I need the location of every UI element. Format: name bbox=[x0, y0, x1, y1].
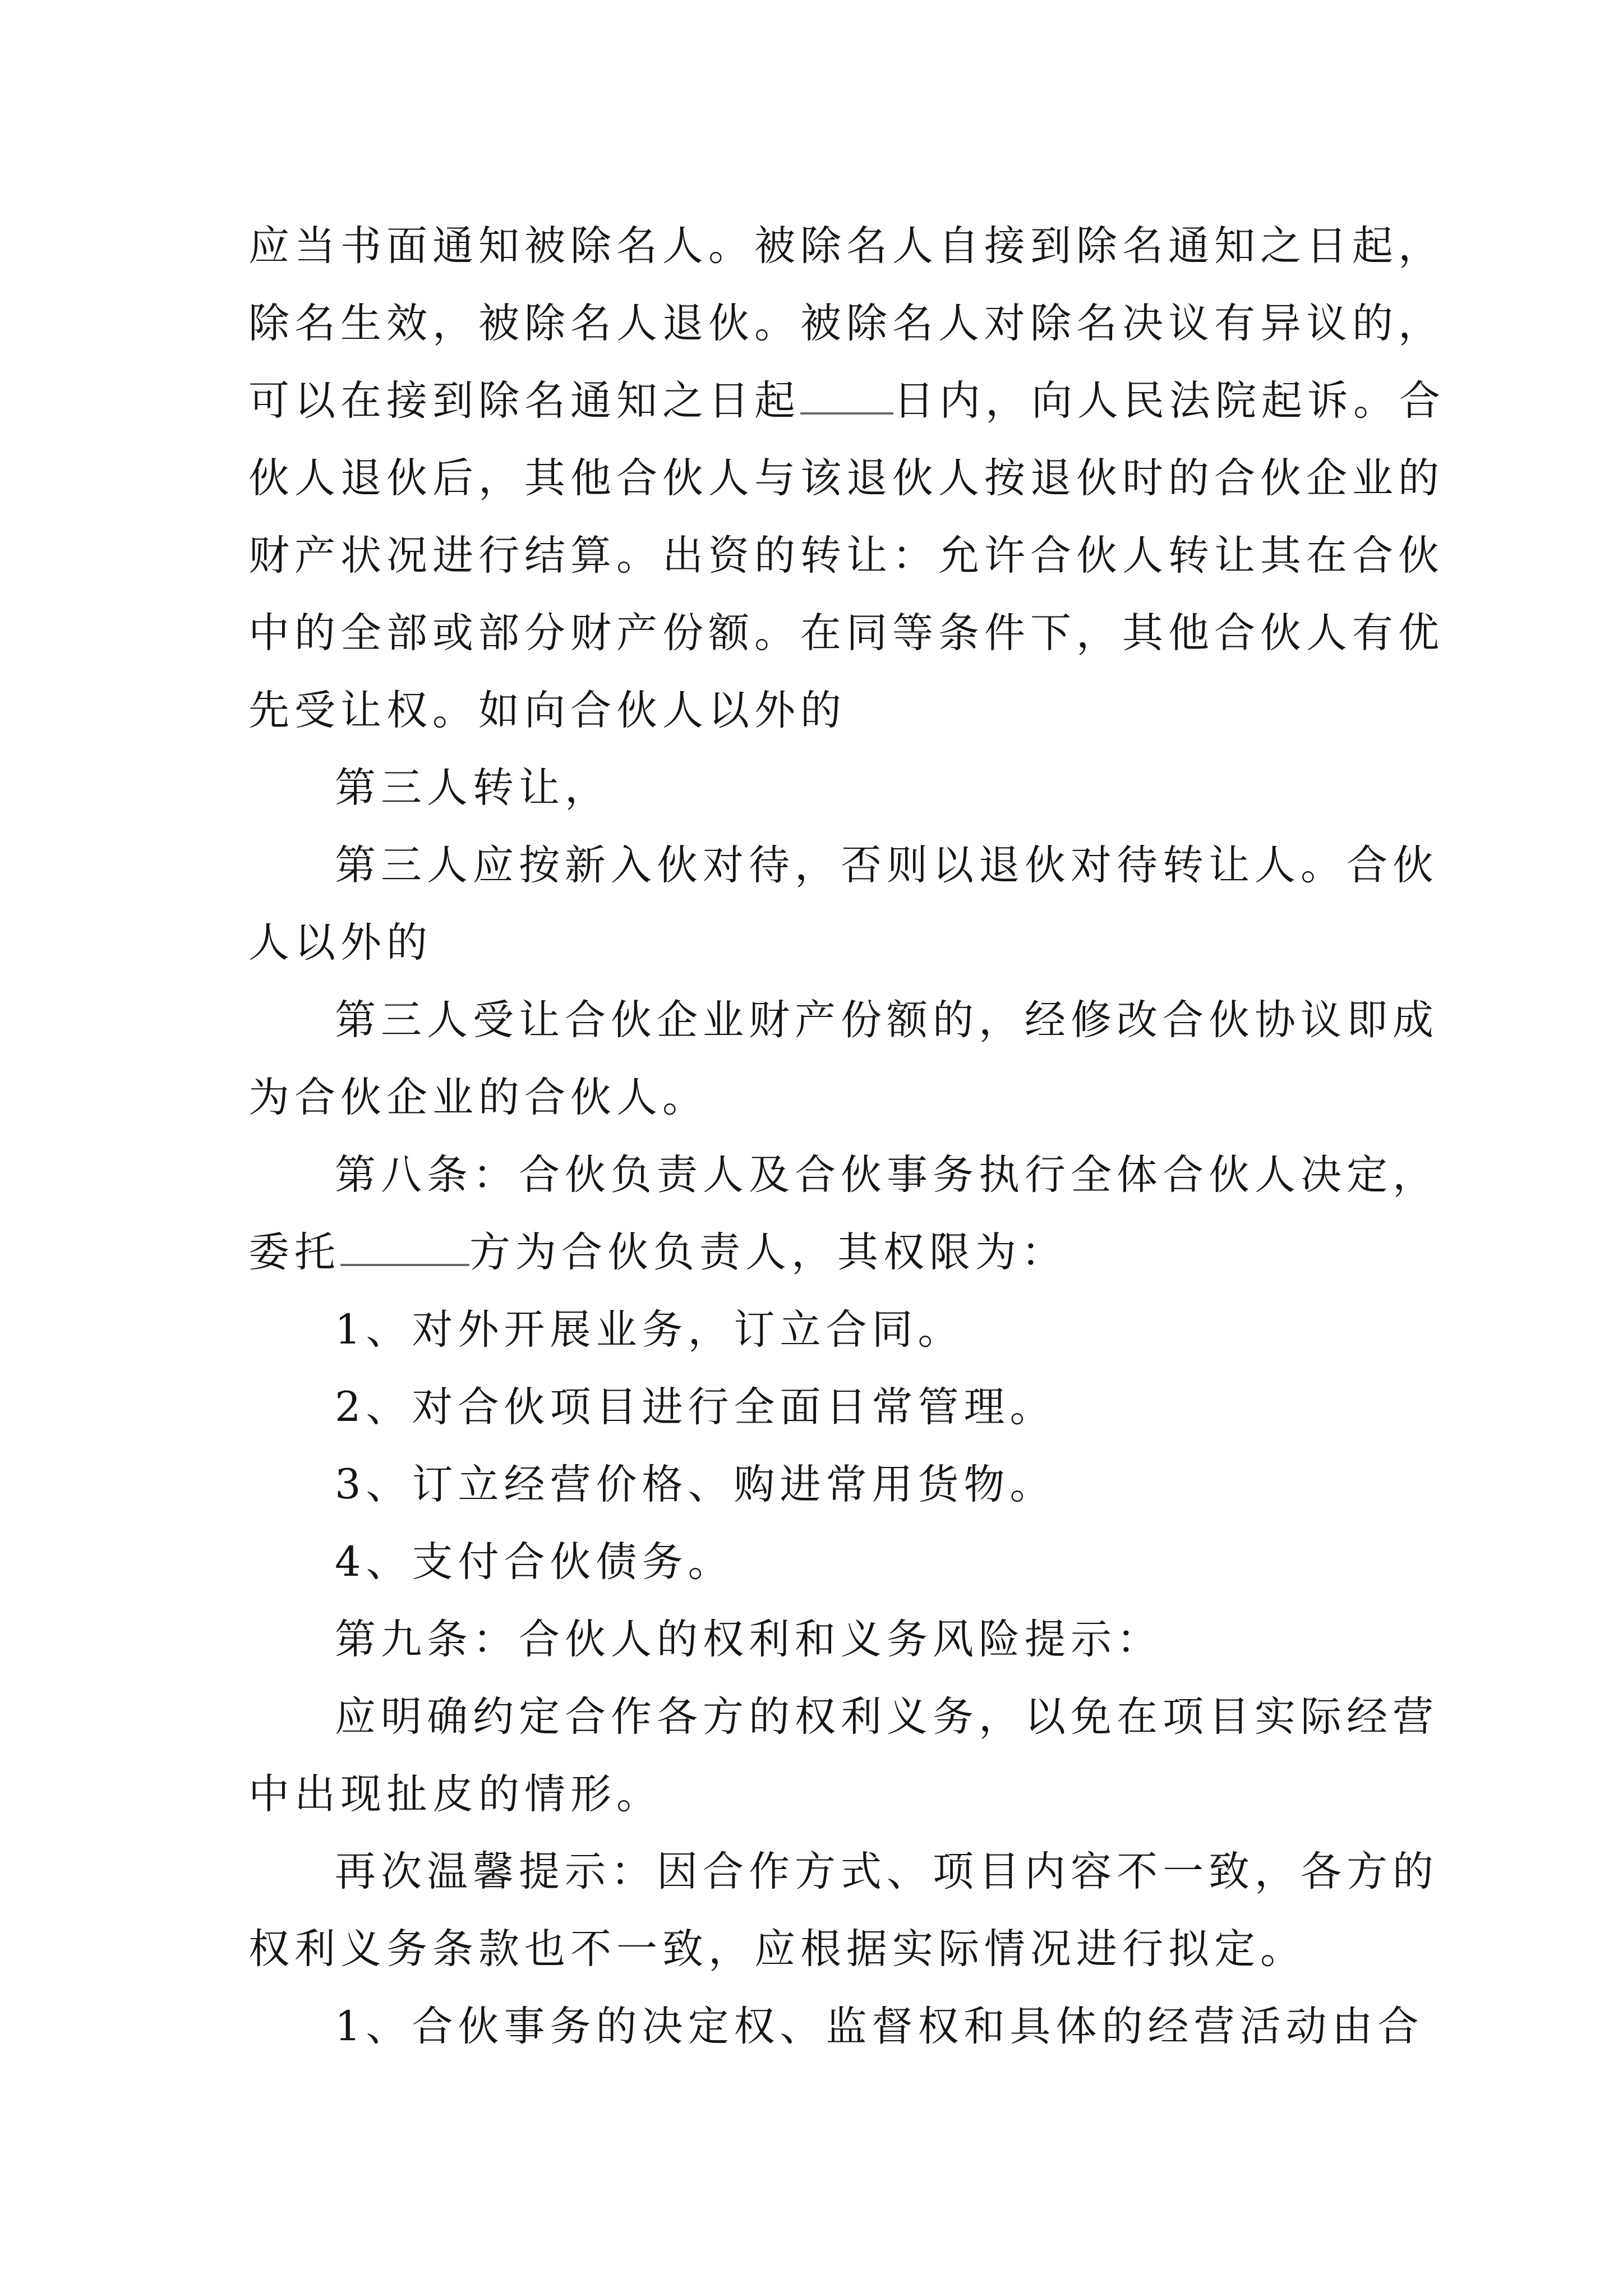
text-line-14 bbox=[248, 1214, 1415, 1291]
blank-underline bbox=[800, 369, 893, 415]
list-item-3: 3、订立经营价格、购进常用货物。 bbox=[335, 1461, 1056, 1508]
text-line-3 bbox=[248, 362, 1445, 440]
text-line-15: 第九条：合伙人的权利和义务风险提示： bbox=[335, 1616, 1163, 1663]
text-line-19: 权利义务条款也不一致，应根据实际情况进行拟定。 bbox=[248, 1925, 1306, 1973]
text-line-13: 第八条：合伙负责人及合伙事务执行全体合伙人决定， bbox=[335, 1151, 1438, 1199]
text-line-20: 1、合伙事务的决定权、监督权和具体的经营活动由合 bbox=[335, 2003, 1424, 2050]
text-line-8: 第三人转让， bbox=[335, 764, 611, 812]
text-line-6: 中的全部或部分财产份额。在同等条件下，其他合伙人有优 bbox=[248, 609, 1444, 657]
text-line-12: 为合伙企业的合伙人。 bbox=[248, 1074, 708, 1121]
text-line-2: 除名生效，被除名人退伙。被除名人对除名决议有异议的， bbox=[248, 300, 1444, 347]
list-item-1: 1、对外开展业务，订立合同。 bbox=[335, 1306, 964, 1354]
text-fragment: 方为合伙负责人，其权限为： bbox=[469, 1228, 1067, 1276]
document-body bbox=[248, 208, 1445, 2065]
blank-underline bbox=[340, 1220, 469, 1266]
text-fragment: 可以在接到除名通知之日起 bbox=[248, 377, 800, 425]
text-line-16: 应明确约定合作各方的权利义务，以免在项目实际经营 bbox=[335, 1693, 1438, 1741]
list-item-4: 4、支付合伙债务。 bbox=[335, 1538, 734, 1586]
text-line-4: 伙人退伙后，其他合伙人与该退伙人按退伙时的合伙企业的 bbox=[248, 454, 1444, 502]
text-line-1: 应当书面通知被除名人。被除名人自接到除名通知之日起， bbox=[248, 222, 1444, 270]
text-line-18: 再次温馨提示：因合作方式、项目内容不一致，各方的 bbox=[335, 1848, 1438, 1895]
text-line-9: 第三人应按新入伙对待，否则以退伙对待转让人。合伙 bbox=[335, 841, 1438, 889]
text-fragment: 委托 bbox=[248, 1228, 340, 1276]
text-line-17: 中出现扯皮的情形。 bbox=[248, 1770, 662, 1818]
text-fragment: 日内，向人民法院起诉。合 bbox=[893, 377, 1445, 425]
text-line-5: 财产状况进行结算。出资的转让：允许合伙人转让其在合伙 bbox=[248, 532, 1444, 579]
text-line-7: 先受让权。如向合伙人以外的 bbox=[248, 687, 846, 734]
list-item-2: 2、对合伙项目进行全面日常管理。 bbox=[335, 1383, 1056, 1431]
text-line-11: 第三人受让合伙企业财产份额的，经修改合伙协议即成 bbox=[335, 996, 1438, 1044]
text-line-10: 人以外的 bbox=[248, 919, 432, 967]
